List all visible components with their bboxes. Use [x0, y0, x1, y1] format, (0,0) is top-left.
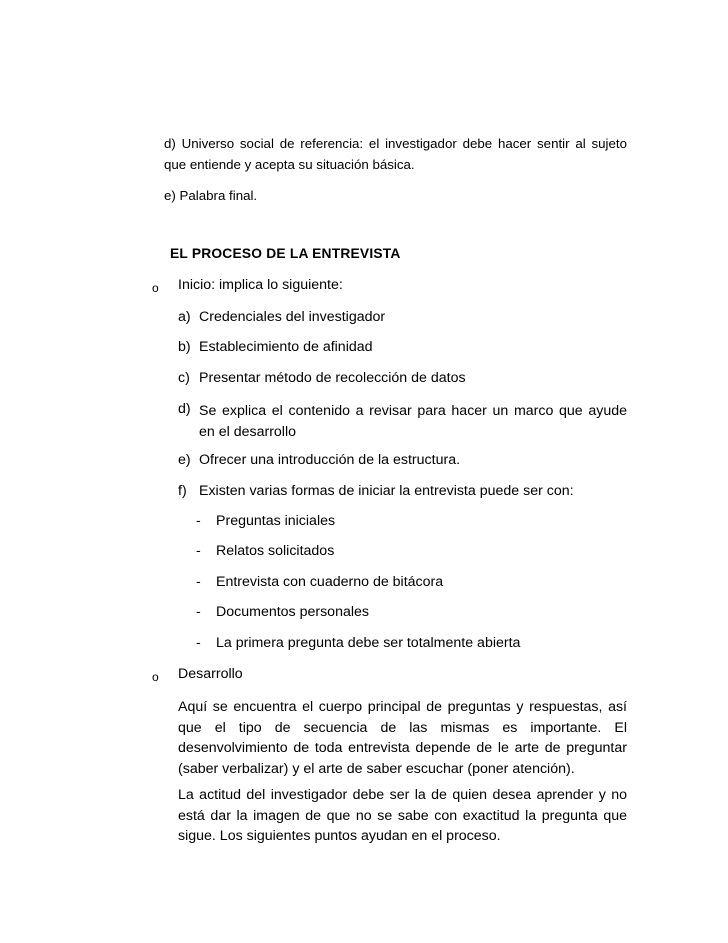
- inicio-label: Inicio: implica lo siguiente:: [178, 277, 343, 293]
- sub-item: Documentos personales: [216, 604, 369, 620]
- list-item-marker: a): [178, 309, 191, 325]
- list-item-marker: c): [178, 370, 190, 386]
- list-item: Establecimiento de afinidad: [199, 339, 373, 355]
- sub-item: La primera pregunta debe ser totalmente abierta: [216, 635, 521, 651]
- section-title: EL PROCESO DE LA ENTREVISTA: [170, 246, 401, 261]
- list-item-marker: e): [178, 452, 191, 468]
- desarrollo-label: Desarrollo: [178, 666, 243, 682]
- desarrollo-paragraph-1: Aquí se encuentra el cuerpo principal de preguntas y respuestas, así que el tipo de secuencia de las mismas es importante. El desenvolvimiento de toda entrevista depende de le arte de preguntar (saber verbalizar) y el arte de saber escuchar (poner atención).: [178, 699, 627, 777]
- list-item: Se explica el contenido a revisar para hacer un marco que ayude en el desarrollo: [199, 403, 627, 440]
- list-item-marker: b): [178, 339, 191, 355]
- list-item-marker: d): [178, 401, 191, 417]
- list-item: Existen varias formas de iniciar la entrevista puede ser con:: [199, 483, 574, 499]
- list-item: Ofrecer una introducción de la estructura.: [199, 452, 461, 468]
- intro-item-e: e) Palabra final.: [164, 188, 258, 203]
- sub-item: Relatos solicitados: [216, 543, 335, 559]
- sub-item-dash: -: [196, 543, 201, 559]
- bullet-symbol-desarrollo: o: [152, 670, 159, 684]
- list-item-marker: f): [178, 483, 187, 499]
- sub-item: Entrevista con cuaderno de bitácora: [216, 574, 444, 590]
- intro-item-d: d) Universo social de referencia: el investigador debe hacer sentir al sujeto que entiende y acepta su situación básica.: [164, 136, 627, 172]
- sub-item-dash: -: [196, 574, 201, 590]
- bullet-symbol-inicio: o: [152, 281, 159, 295]
- sub-item-dash: -: [196, 513, 201, 529]
- sub-item-dash: -: [196, 635, 201, 651]
- list-item: Presentar método de recolección de datos: [199, 370, 466, 386]
- list-item: Credenciales del investigador: [199, 309, 386, 325]
- sub-item: Preguntas iniciales: [216, 513, 336, 529]
- sub-item-dash: -: [196, 604, 201, 620]
- desarrollo-paragraph-2: La actitud del investigador debe ser la de quien desea aprender y no está dar la imagen de que no se sabe con exactitud la pregunta que sigue. Los siguientes puntos ayudan en el proceso.: [178, 787, 627, 844]
